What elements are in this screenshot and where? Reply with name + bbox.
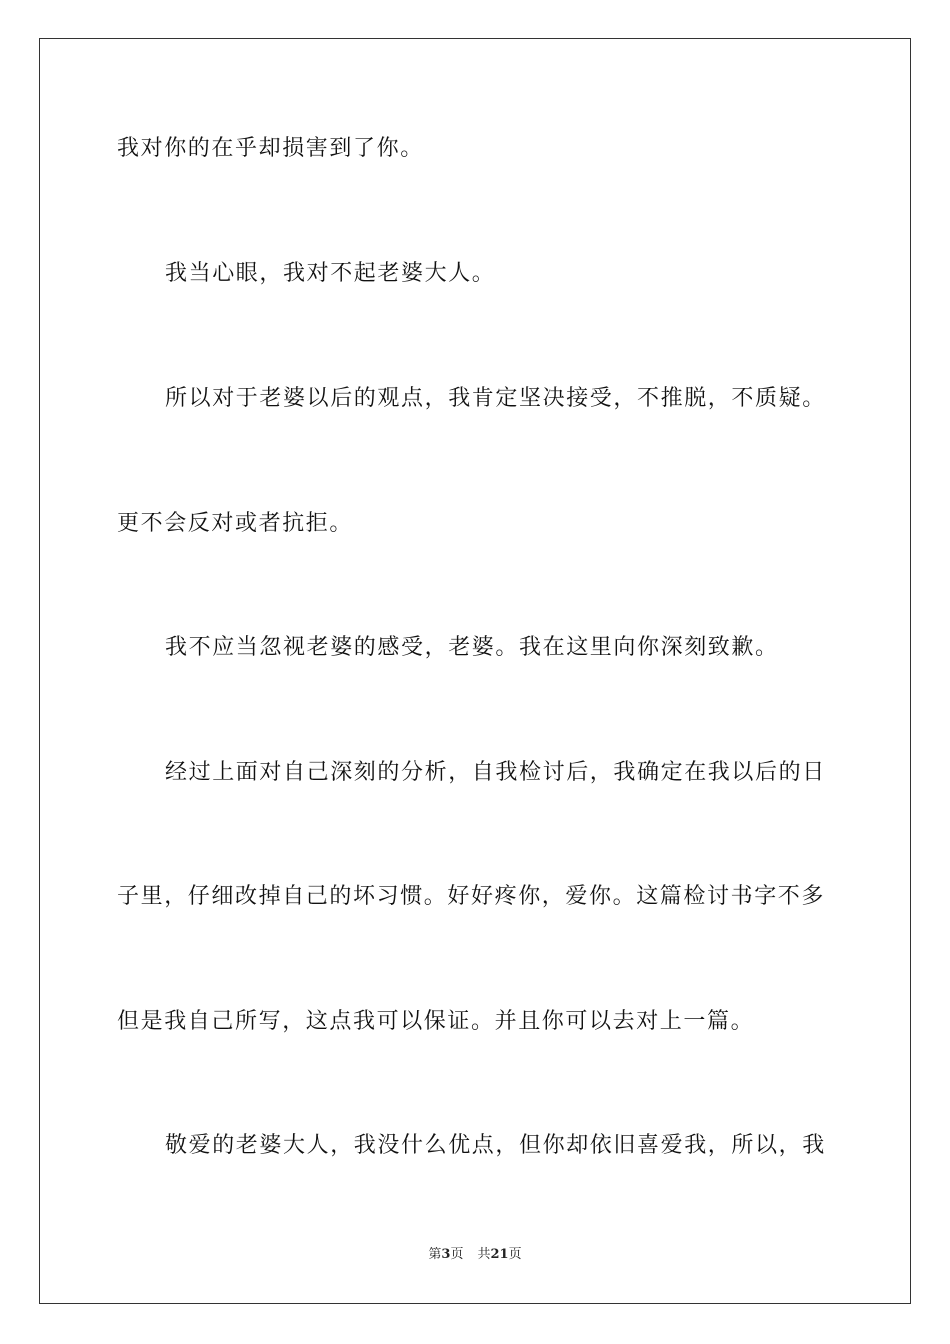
text-line: 我不应当忽视老婆的感受，老婆。我在这里向你深刻致歉。 (165, 635, 779, 660)
page-footer (0, 1247, 950, 1263)
text-line: 更不会反对或者抗拒。 (117, 511, 354, 536)
total-pages: 21 (490, 1247, 509, 1262)
text-line: 所以对于老婆以后的观点，我肯定坚决接受，不推脱，不质疑。 (165, 386, 826, 411)
text-line: 敬爱的老婆大人，我没什么优点，但你却依旧喜爱我，所以，我 (165, 1133, 826, 1158)
text-line: 经过上面对自己深刻的分析，自我检讨后，我确定在我以后的日 (165, 760, 826, 785)
page-border (39, 38, 911, 1304)
total-prefix: 共 (477, 1247, 491, 1262)
total-suffix: 页 (508, 1247, 522, 1262)
text-line: 但是我自己所写，这点我可以保证。并且你可以去对上一篇。 (117, 1009, 755, 1034)
text-line: 我当心眼，我对不起老婆大人。 (165, 261, 496, 286)
text-line: 我对你的在乎却损害到了你。 (117, 136, 424, 161)
page-prefix: 第 (428, 1247, 442, 1262)
page-suffix: 页 (450, 1247, 464, 1262)
page-number: 3 (441, 1247, 451, 1262)
text-line: 子里，仔细改掉自己的坏习惯。好好疼你，爱你。这篇检讨书字不多 (117, 884, 826, 909)
